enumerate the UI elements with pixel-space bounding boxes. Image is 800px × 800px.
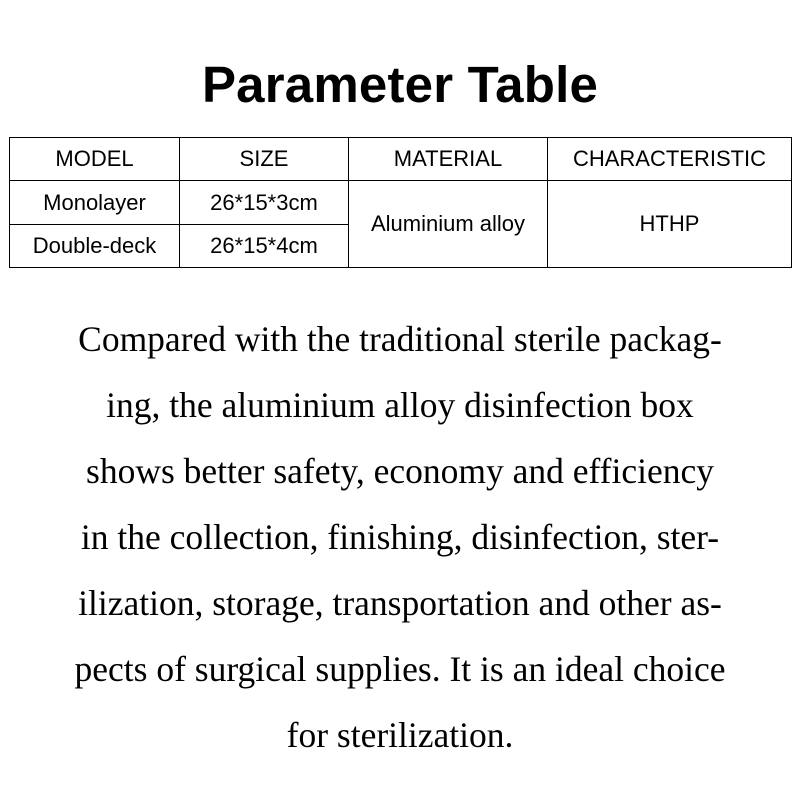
table-header-row [10, 138, 792, 181]
header-material: MATERIAL [349, 138, 548, 181]
model-cell: Monolayer [10, 181, 180, 225]
description-line: in the collection, finishing, disinfection, ster- [80, 517, 720, 557]
model-cell: Double-deck [10, 225, 180, 268]
page-title: Parameter Table [201, 56, 599, 113]
description-line: for sterilization. [286, 715, 514, 755]
header-model: MODEL [10, 138, 180, 181]
description-line: shows better safety, economy and efficiency [86, 451, 714, 491]
description-line: ing, the aluminium alloy disinfection box [106, 385, 694, 425]
parameter-table [9, 137, 792, 268]
table-row [10, 181, 792, 225]
description-paragraph [12, 306, 788, 768]
description-line: ilization, storage, transportation and other as- [78, 583, 722, 623]
characteristic-cell: HTHP [548, 181, 792, 268]
size-cell: 26*15*3cm [180, 181, 349, 225]
description-line: pects of surgical supplies. It is an ideal choice [74, 649, 726, 689]
size-cell: 26*15*4cm [180, 225, 349, 268]
description-line: Compared with the traditional sterile packag- [78, 319, 722, 359]
material-cell: Aluminium alloy [349, 181, 548, 268]
header-size: SIZE [180, 138, 349, 181]
header-characteristic: CHARACTERISTIC [548, 138, 792, 181]
